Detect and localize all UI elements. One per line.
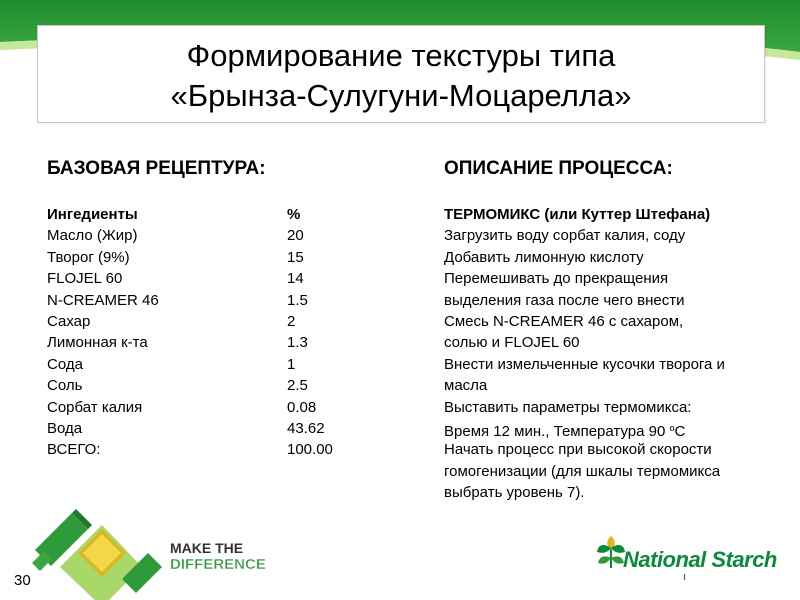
make-the-difference-logo: [30, 505, 280, 600]
temperature-text: Время 12 мин., Температура 90: [444, 422, 670, 440]
ingredient-percent: 2: [287, 312, 296, 330]
ingredient-name: Вода: [47, 419, 83, 437]
ingredient-percent: 15: [287, 248, 304, 266]
title-box: [37, 25, 765, 123]
process-step: Перемешивать до прекращения: [444, 270, 669, 288]
recipe-heading: БАЗОВАЯ РЕЦЕПТУРА:: [47, 158, 266, 179]
ingredient-name: Творог (9%): [47, 248, 130, 266]
slide-title-line2: «Брынза-Сулугуни-Моцарелла»: [170, 78, 632, 113]
process-step: масла: [444, 377, 488, 395]
ingredient-percent: 1: [287, 355, 296, 373]
process-step: Добавить лимонную кислоту: [444, 248, 644, 266]
process-step: выбрать уровень 7).: [444, 484, 585, 502]
process-heading: ОПИСАНИЕ ПРОЦЕССА:: [444, 158, 673, 179]
ingredient-name: Сода: [47, 355, 83, 373]
ingredient-percent: 1.3: [287, 334, 308, 352]
ingredient-percent: 1.5: [287, 291, 308, 309]
brand-name: National Starch: [623, 547, 777, 572]
ingredient-name: Масло (Жир): [47, 227, 138, 245]
ingredient-name: FLOJEL 60: [47, 270, 123, 288]
total-label: ВСЕГО:: [47, 441, 101, 459]
process-step: Загрузить воду сорбат калия, соду: [444, 227, 686, 245]
ingredient-name: Лимонная к-та: [47, 334, 148, 352]
degree-sign: o: [669, 422, 675, 433]
column-header-ingredient: Ингедиенты: [47, 206, 138, 223]
slide-title-line1: Формирование текстуры типа: [186, 38, 616, 73]
process-step: Внести измельченные кусочки творога и: [444, 355, 725, 373]
slogan-line2: DIFFERENCE: [170, 556, 266, 573]
total-percent: 100.00: [287, 441, 333, 459]
process-step: выделения газа после чего внести: [444, 291, 685, 309]
process-step: Выставить параметры термомикса:: [444, 398, 692, 416]
ingredient-name: Соль: [47, 377, 83, 395]
ingredient-percent: 20: [287, 227, 304, 245]
ingredient-percent: 43.62: [287, 419, 325, 437]
process-step-temperature: [444, 418, 789, 439]
temperature-unit: С: [674, 422, 686, 440]
ingredient-name: N-CREAMER 46: [47, 291, 159, 309]
process-step: гомогенизации (для шкалы термомикса: [444, 462, 721, 480]
ingredient-percent: 0.08: [287, 398, 317, 416]
column-header-percent: %: [287, 206, 301, 223]
ingredient-percent: 14: [287, 270, 304, 288]
process-step: солью и FLOJEL 60: [444, 334, 580, 352]
ingredient-name: Сахар: [47, 312, 91, 330]
brand-divider-mark: [684, 574, 685, 580]
ingredient-percent: 2.5: [287, 377, 308, 395]
process-description: [444, 204, 789, 503]
process-step: Смесь N-CREAMER 46 с сахаром,: [444, 312, 684, 330]
process-step: Начать процесс при высокой скорости: [444, 441, 712, 459]
slogan-line1: MAKE THE: [170, 540, 244, 556]
process-equipment: ТЕРМОМИКС (или Куттер Штефана): [444, 206, 711, 223]
page-number: 30: [14, 572, 31, 589]
ingredient-name: Сорбат калия: [47, 398, 143, 416]
